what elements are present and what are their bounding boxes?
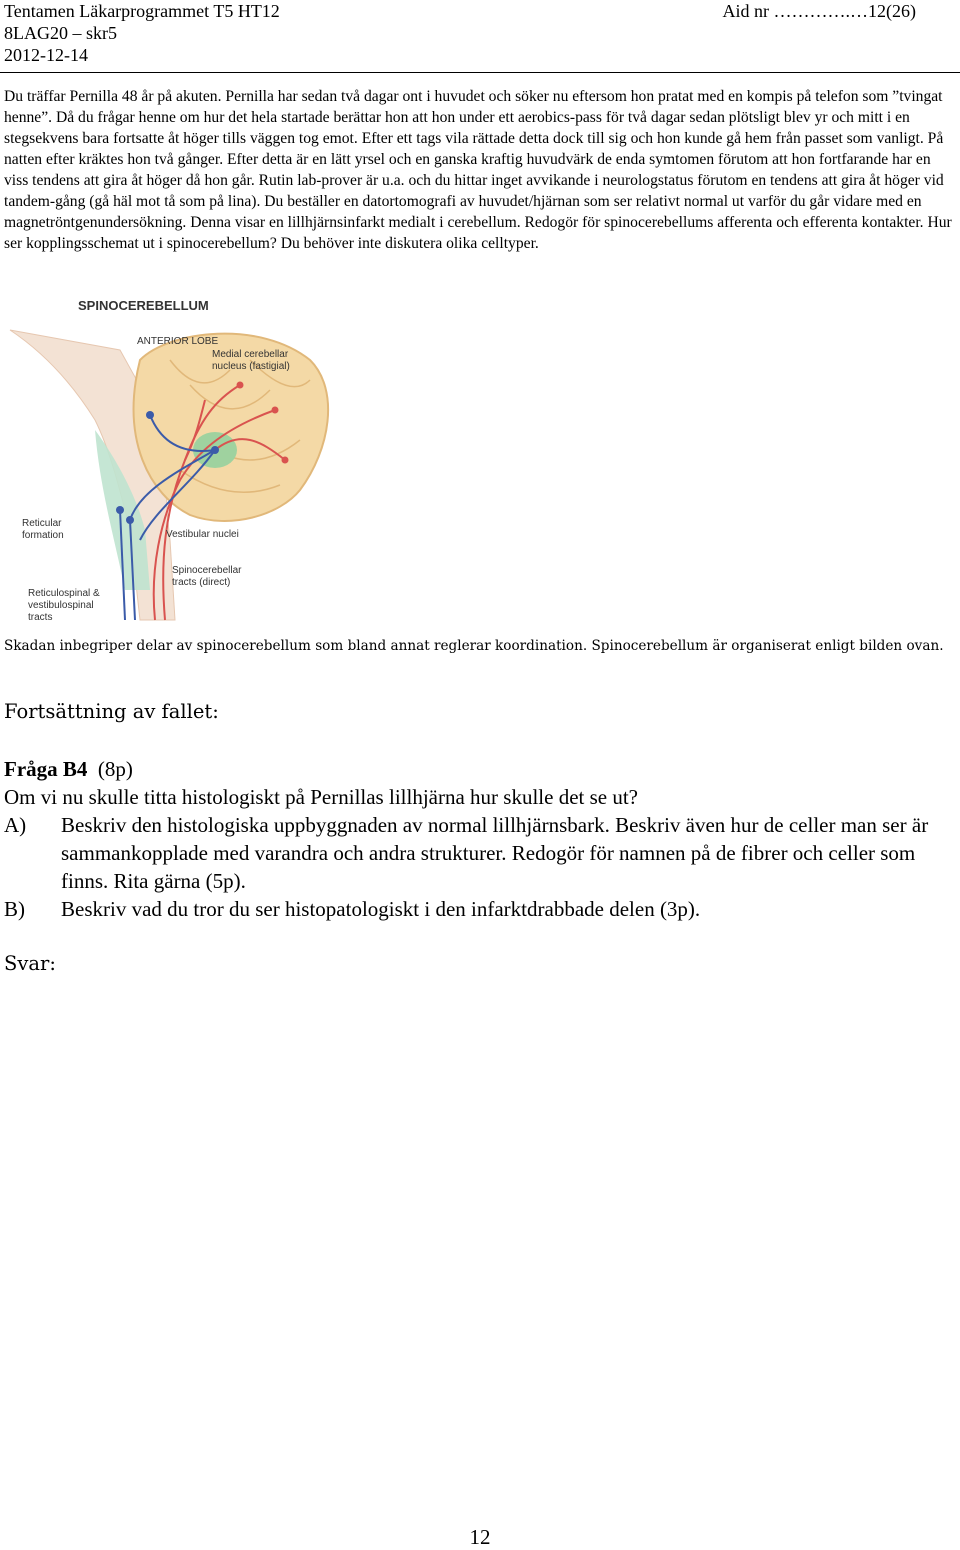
continuation-heading: Fortsättning av fallet: <box>4 700 219 723</box>
label-medial-nucleus-1: Medial cerebellar <box>212 349 289 360</box>
label-reticulospinal-1: Reticulospinal & <box>28 588 100 599</box>
question-b4 <box>4 755 956 923</box>
aid-number: Aid nr ………….…12(26) <box>722 1 916 21</box>
page-header <box>4 0 956 66</box>
case-description: Du träffar Pernilla 48 år på akuten. Pernilla har sedan två dagar ont i huvudet och söker nu eftersom hon pratat med en kompis på telefon som ”tvingat henne”. Då du frågar henne om hur det hela startade berättar hon att hon under ett aerobics-pass för två dagar sedan plötsligt blev yr och mitt i en stegsekvens bara fortsatte åt höger tills väggen tog emot. Efter ett tags vila rättade detta dock till sig och hon kunde gå hem från passet som vanligt. På natten efter kräktes hon två gånger. Efter detta är en lätt yrsel och en ganska kraftig huvudvärk de enda symtomen förutom att hon fortfarande har en viss tendens att gira åt höger då hon går. Rutin lab-prover är u.a. och du hittar inget avvikande i neurologstatus förutom en tendens att gira åt höger vid tandem-gång (gå häl mot tå som på lina). Du beställer en datortomografi av huvudet/hjärnan som ser relativt normal ut varför du går vidare med en magnetröntgenundersökning. Denna visar en lillhjärnsinfarkt medialt i cerebellum. Redogör för spinocerebellums afferenta och efferenta kontakter. Hur ser kopplingsschemat ut i spinocerebellum? Du behöver inte diskutera olika celltyper. <box>4 88 952 252</box>
item-text-a: Beskriv den histologiska uppbyggnaden av normal lillhjärnsbark. Beskriv även hur de celler man ser är sammankopplade med varandra och andra strukturer. Redogör för namnen på de fibrer och celler som finns. Rita gärna (5p). <box>61 813 929 893</box>
header-divider <box>0 72 960 73</box>
figure-title: SPINOCEREBELLUM <box>78 298 209 313</box>
label-anterior-lobe: ANTERIOR LOBE <box>137 336 219 347</box>
label-reticulospinal-2: vestibulospinal <box>28 600 94 611</box>
label-reticular-1: Reticular <box>22 518 62 529</box>
item-label-b: B) <box>4 897 25 921</box>
exam-title: Tentamen Läkarprogrammet T5 HT12 <box>4 1 280 21</box>
label-medial-nucleus-2: nucleus (fastigial) <box>212 361 290 372</box>
question-item-a <box>4 811 956 895</box>
item-label-a: A) <box>4 813 27 837</box>
question-points: (8p) <box>97 757 133 781</box>
question-title-line <box>4 755 956 783</box>
label-reticulospinal-3: tracts <box>28 612 53 623</box>
item-text-b: Beskriv vad du tror du ser histopatologiskt i den infarktdrabbade delen (3p). <box>61 897 701 921</box>
course-code: 8LAG20 – skr5 <box>4 23 117 43</box>
label-vestibular: Vestibular nuclei <box>166 529 239 540</box>
label-spinocerebellar-1: Spinocerebellar <box>172 565 242 576</box>
label-reticular-2: formation <box>22 530 64 541</box>
question-title: Fråga B4 <box>4 757 88 781</box>
exam-date: 2012-12-14 <box>4 45 88 65</box>
question-item-b <box>4 895 956 923</box>
page-number: 12 <box>469 1525 491 1549</box>
answer-label: Svar: <box>4 952 56 975</box>
question-intro: Om vi nu skulle titta histologiskt på Pernillas lillhjärna hur skulle det se ut? <box>4 785 638 809</box>
label-spinocerebellar-2: tracts (direct) <box>172 577 231 588</box>
spinocerebellum-diagram <box>0 290 960 635</box>
spinocerebellum-figure <box>0 290 960 635</box>
figure-caption: Skadan inbegriper delar av spinocerebellum som bland annat reglerar koordination. Spinocerebellum är organiserat enligt bilden ovan. <box>4 638 944 654</box>
